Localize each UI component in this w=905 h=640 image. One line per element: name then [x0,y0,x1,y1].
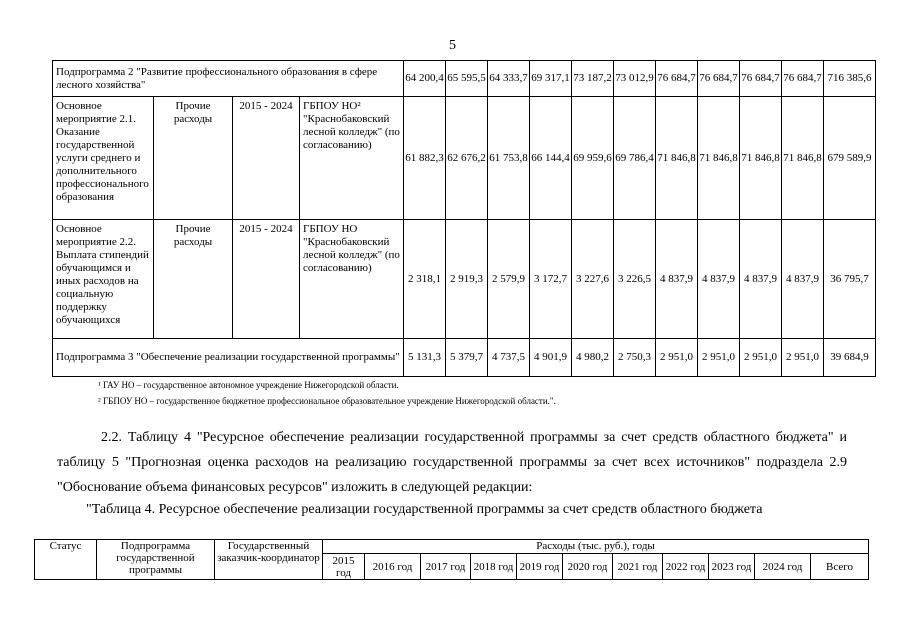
value-cell: 64 333,7 [488,61,530,97]
value-cell: 2 318,1 [404,220,446,339]
footnote: ¹ ГАУ НО – государственное автономное учреждение Нижегородской области. [98,380,399,390]
value-cell: 2 951,0 [782,339,824,377]
header-total: Всего [811,554,869,580]
value-cell: 76 684,7 [782,61,824,97]
event-cell: Основное мероприятие 2.2. Выплата стипендий обучающимся и иных расходов на социальную поддержку обучающихся [53,220,154,339]
row-title: Подпрограмма 3 "Обеспечение реализации государственной программы" [53,339,404,377]
value-cell: 2 951,0 [740,339,782,377]
value-cell: 3 172,7 [530,220,572,339]
value-cell: 76 684,7 [698,61,740,97]
header-year: 2019 год [517,554,563,580]
resource-table-header [34,539,869,580]
header-subprogram: Подпрограмма государственной программы [97,540,215,580]
value-cell: 69 317,1 [530,61,572,97]
value-cell: 61 882,3 [404,97,446,220]
value-cell: 65 595,5 [446,61,488,97]
value-cell: 5 379,7 [446,339,488,377]
header-year: 2016 год [365,554,421,580]
header-year: 2015 год [323,554,365,580]
header-year: 2024 год [755,554,811,580]
value-cell: 5 131,3 [404,339,446,377]
value-cell: 2 951,0 [698,339,740,377]
period-cell: 2015 - 2024 [233,97,300,220]
header-year: 2017 год [421,554,471,580]
header-year: 2020 год [563,554,613,580]
header-year: 2018 год [471,554,517,580]
value-cell: 76 684,7 [656,61,698,97]
table-row [53,220,876,339]
value-cell: 76 684,7 [740,61,782,97]
value-cell: 4 837,9 [782,220,824,339]
value-cell: 71 846,8 [782,97,824,220]
value-cell: 64 200,4 [404,61,446,97]
period-cell: 2015 - 2024 [233,220,300,339]
value-cell: 4 901,9 [530,339,572,377]
table-title: "Таблица 4. Ресурсное обеспечение реализации государственной программы за счет средств областного бюджета [86,502,763,517]
value-cell: 2 750,3 [614,339,656,377]
value-cell: 4 837,9 [656,220,698,339]
executor-cell: ГБПОУ НО² "Краснобаковский лесной колледж" (по согласованию) [300,97,404,220]
value-cell: 4 837,9 [698,220,740,339]
row-title: Подпрограмма 2 "Развитие профессионального образования в сфере лесного хозяйства" [53,61,404,97]
event-cell: Основное мероприятие 2.1. Оказание государственной услуги среднего и дополнительного профессионального образования [53,97,154,220]
header-status: Статус [35,540,97,580]
header-customer: Государственный заказчик-координатор [215,540,323,580]
total-cell: 36 795,7 [824,220,876,339]
value-cell: 4 837,9 [740,220,782,339]
value-cell: 3 226,5 [614,220,656,339]
value-cell: 73 012,9 [614,61,656,97]
value-cell: 73 187,2 [572,61,614,97]
value-cell: 3 227,6 [572,220,614,339]
body-paragraph: 2.2. Таблицу 4 "Ресурсное обеспечение реализации государственной программы за счет средств областного бюджета" и таблицу 5 "Прогнозная оценка расходов на реализацию государственной программы за счет всех источников" подраздела 2.9 "Обоснование объема финансовых ресурсов" изложить в следующей редакции: [57,430,847,495]
table-row [53,339,876,377]
value-cell: 69 786,4 [614,97,656,220]
header-expenses: Расходы (тыс. руб.), годы [323,540,869,554]
executor-cell: ГБПОУ НО "Краснобаковский лесной колледж" (по согласованию) [300,220,404,339]
value-cell: 4 980,2 [572,339,614,377]
value-cell: 71 846,8 [656,97,698,220]
expense-type-cell: Прочие расходы [154,220,233,339]
value-cell: 4 737,5 [488,339,530,377]
value-cell: 2 579,9 [488,220,530,339]
total-cell: 39 684,9 [824,339,876,377]
value-cell: 2 919,3 [446,220,488,339]
value-cell: 61 753,8 [488,97,530,220]
value-cell: 71 846,8 [740,97,782,220]
header-year: 2021 год [613,554,663,580]
expenses-table-continued [52,60,876,377]
table-row [53,97,876,220]
footnote: ² ГБПОУ НО – государственное бюджетное профессиональное образовательное учреждение Нижегородской области.". [98,396,556,406]
total-cell: 679 589,9 [824,97,876,220]
header-year: 2022 год [663,554,709,580]
value-cell: 69 959,6 [572,97,614,220]
value-cell: 2 951,0 [656,339,698,377]
value-cell: 66 144,4 [530,97,572,220]
total-cell: 716 385,6 [824,61,876,97]
expense-type-cell: Прочие расходы [154,97,233,220]
value-cell: 62 676,2 [446,97,488,220]
page-number: 5 [449,38,456,53]
value-cell: 71 846,8 [698,97,740,220]
table-row [53,61,876,97]
header-year: 2023 год [709,554,755,580]
